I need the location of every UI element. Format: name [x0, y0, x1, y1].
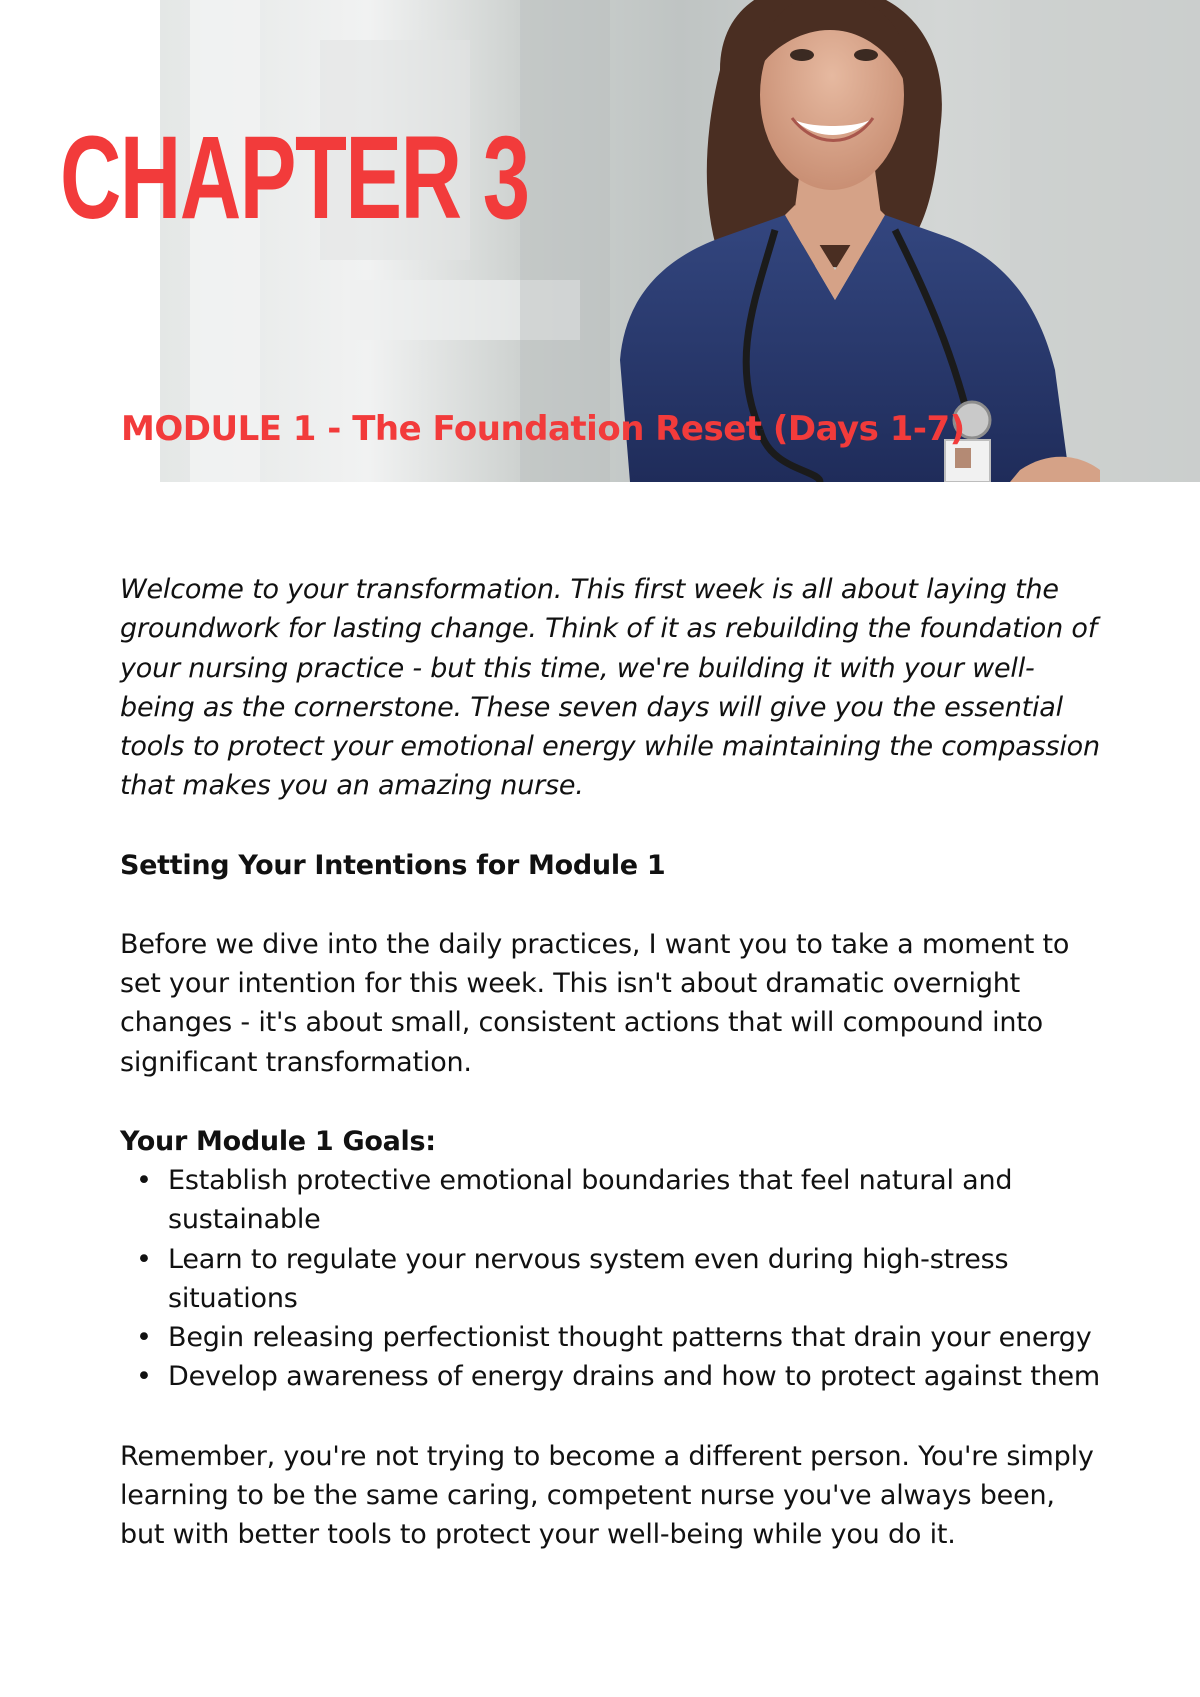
goal-item	[136, 1240, 1105, 1319]
goal-text: Establish protective emotional boundaries that feel natural and sustainable	[168, 1164, 1013, 1236]
intro-paragraph: Welcome to your transformation. This first week is all about laying the groundwork for lasting change. Think of it as rebuilding the foundation of your nursing practice - but this time, we're building it with your well-being as the cornerstone. These seven days will give you the essential tools to protect your emotional energy while maintaining the compassion that makes you an amazing nurse.	[120, 574, 1100, 802]
bullet-icon: •	[136, 1164, 152, 1196]
closing-paragraph: Remember, you're not trying to become a different person. You're simply learning to be the same caring, competent nurse you've always been, but with better tools to protect your well-being while you do it.	[120, 1440, 1094, 1551]
goal-text: Learn to regulate your nervous system even during high-stress situations	[168, 1243, 1009, 1314]
bullet-icon: •	[136, 1243, 152, 1275]
goal-item	[136, 1318, 1105, 1357]
chapter-title: CHAPTER 3	[60, 112, 529, 244]
goal-text: Develop awareness of energy drains and how to protect against them	[168, 1361, 1101, 1393]
intentions-paragraph: Before we dive into the daily practices, I want you to take a moment to set your intention for this week. This isn't about dramatic overnight changes - it's about small, consistent actions that will compound into significant transformation.	[120, 928, 1070, 1078]
goal-text: Begin releasing perfectionist thought patterns that drain your energy	[168, 1322, 1092, 1354]
module-title: MODULE 1 - The Foundation Reset (Days 1-7)	[121, 409, 965, 449]
intentions-heading: Setting Your Intentions for Module 1	[120, 849, 666, 881]
bullet-icon: •	[136, 1322, 152, 1354]
goals-list	[120, 1161, 1105, 1397]
goals-heading: Your Module 1 Goals:	[120, 1125, 436, 1157]
bullet-icon: •	[136, 1361, 152, 1393]
main-content	[120, 570, 1105, 1555]
goal-item	[136, 1161, 1105, 1240]
goal-item	[136, 1357, 1105, 1396]
